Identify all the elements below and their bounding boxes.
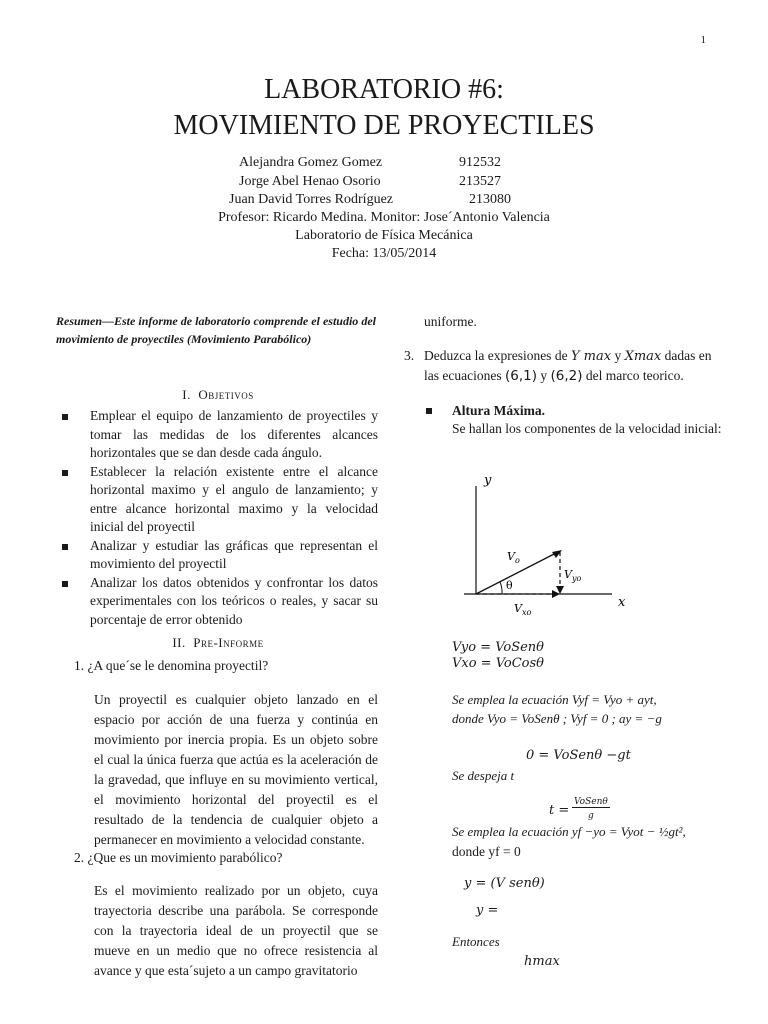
bullet-square-icon xyxy=(62,470,68,476)
question-1: 1. ¿A que´se le denomina proyectil? xyxy=(74,658,269,673)
answer-2: Es el movimiento realizado por un objeto, cuya trayectoria describe una parábola. Se corresponde con la trayectoria ideal de un proyectil que se mueve en un medio que no ofrece resistencia al avance y que esta´sujeto a un campo gravitatorio xyxy=(94,883,378,978)
bullet-square-icon xyxy=(62,544,68,550)
y-axis-label: y xyxy=(484,473,492,488)
professor-line: Profesor: Ricardo Medina. Monitor: Jose´Antonio Valencia xyxy=(218,210,550,225)
list-item-text: Establecer la relación existente entre el alcance horizontal maximo y el angulo de lanzamiento; y entre alcance horizontal maximo y la velocidad inicial del proyectil xyxy=(90,463,378,534)
answer-1: Un proyectil es cualquier objeto lanzado en el espacio por acción de una fuerza y continúa en movimiento por inercia propia. Es un objeto sobre el cual la única fuerza que actúa es la aceleración de la gravedad, que influye en su movimiento vertical, el movimiento horizontal del proyectil es el resultado de la tendencia de cualquier objeto a permanecer en movimiento a velocidad constante. xyxy=(94,692,378,847)
section-title: Pre-Informe xyxy=(193,635,264,650)
vyo-label: $V_{yo}$ xyxy=(564,568,582,583)
ymax-symbol: Y max xyxy=(570,349,612,364)
list-item-text: Analizar y estudiar las gráficas que representan el movimiento del proyectil xyxy=(90,537,378,571)
q3-text: y xyxy=(540,368,548,383)
objectives-list xyxy=(60,407,378,629)
xmax-symbol: Xmax xyxy=(624,349,662,364)
section-title: Objetivos xyxy=(198,387,254,402)
list-item xyxy=(60,407,378,463)
author-name: Juan David Torres Rodríguez xyxy=(229,192,394,207)
q3-text: y xyxy=(614,348,622,363)
date-line: Fecha: 13/05/2014 xyxy=(331,246,437,261)
author-id: 213080 xyxy=(469,192,511,207)
list-item xyxy=(60,463,378,537)
vxo-label: $V_{xo}$ xyxy=(514,602,532,617)
equation-text: Se emplea la ecuación Vyf = Vyo + ayt, xyxy=(452,692,657,707)
section-number: II. xyxy=(172,635,186,650)
altura-maxima-title: Altura Máxima. xyxy=(452,403,545,418)
equation-t-denominator: g xyxy=(588,811,594,821)
equation-text: Se emplea la ecuación yf −yo = Vyot − ½gt², xyxy=(452,824,686,839)
q3-text: del marco teorico. xyxy=(585,368,684,383)
equation-t-lhs: t = xyxy=(549,803,570,818)
section-heading-pre-informe xyxy=(48,635,388,651)
list-item-text: Analizar los datos obtenidos y confrontar los datos experimentales con los teóricos o reales, y sacar su porcentaje de error obtenido xyxy=(90,574,378,627)
section-heading-objetivos xyxy=(48,387,388,403)
author-id: 912532 xyxy=(459,155,501,170)
velocity-components-diagram xyxy=(440,470,640,620)
list-item xyxy=(60,574,378,630)
bullet-square-icon xyxy=(62,581,68,587)
author-name: Alejandra Gomez Gomez xyxy=(239,155,383,170)
author-name: Jorge Abel Henao Osorio xyxy=(239,174,381,189)
abstract: Resumen—Este informe de laboratorio comprende el estudio del movimiento de proyectiles (Movimiento Parabólico) xyxy=(56,314,376,346)
author-row xyxy=(0,153,768,172)
q3-text: Deduzca la expresiones de xyxy=(424,348,568,363)
list-item xyxy=(60,537,378,574)
question-2: 2. ¿Que es un movimiento parabólico? xyxy=(74,850,283,865)
theta-label: θ xyxy=(506,579,513,592)
x-axis-label: x xyxy=(618,595,626,610)
equation-ref: (6,2) xyxy=(550,368,583,384)
equation-y1: y = (V senθ) xyxy=(464,876,545,891)
q3-text: dadas en las ecuaciones xyxy=(424,348,712,383)
equation-vyo: Vyo = VoSenθ xyxy=(452,640,545,655)
bullet-square-icon xyxy=(426,408,432,414)
equation-text: donde yf = 0 xyxy=(452,844,521,859)
question-number: 3. xyxy=(404,348,415,363)
equation-text: donde Vyo = VoSenθ ; Vyf = 0 ; ay = −g xyxy=(452,711,662,726)
equation-hmax: hmax xyxy=(524,954,560,969)
equation-y2: y = xyxy=(476,903,499,918)
equation-vxo: Vxo = VoCosθ xyxy=(452,656,544,671)
equation-t-numerator: VoSenθ xyxy=(574,797,608,807)
equation-ref: (6,1) xyxy=(504,368,537,384)
bullet-square-icon xyxy=(62,414,68,420)
paper-title-line2: MOVIMIENTO DE PROYECTILES xyxy=(173,110,595,141)
equation-text: Entonces xyxy=(452,934,500,949)
author-row xyxy=(0,190,768,209)
v0-label: $V_o$ xyxy=(507,550,520,565)
page-number: 1 xyxy=(700,34,706,46)
paper-title-line1: LABORATORIO #6: xyxy=(264,74,504,105)
author-id: 213527 xyxy=(459,174,501,189)
list-item-text: Emplear el equipo de lanzamiento de proyectiles y tomar las medidas de los diferentes alcances horizontales que se dan desde cada ángulo. xyxy=(90,408,378,460)
angle-arc xyxy=(500,582,502,594)
author-row xyxy=(0,172,768,191)
equation-time: 0 = VoSenθ −gt xyxy=(526,748,631,763)
answer-2-continuation: uniforme. xyxy=(424,314,477,329)
altura-maxima-text: Se hallan los componentes de la velocidad inicial: xyxy=(452,421,722,436)
lab-line: Laboratorio de Física Mecánica xyxy=(295,228,473,243)
section-number: I. xyxy=(182,387,191,402)
equation-text: Se despeja t xyxy=(452,768,515,783)
question-3 xyxy=(404,346,716,384)
